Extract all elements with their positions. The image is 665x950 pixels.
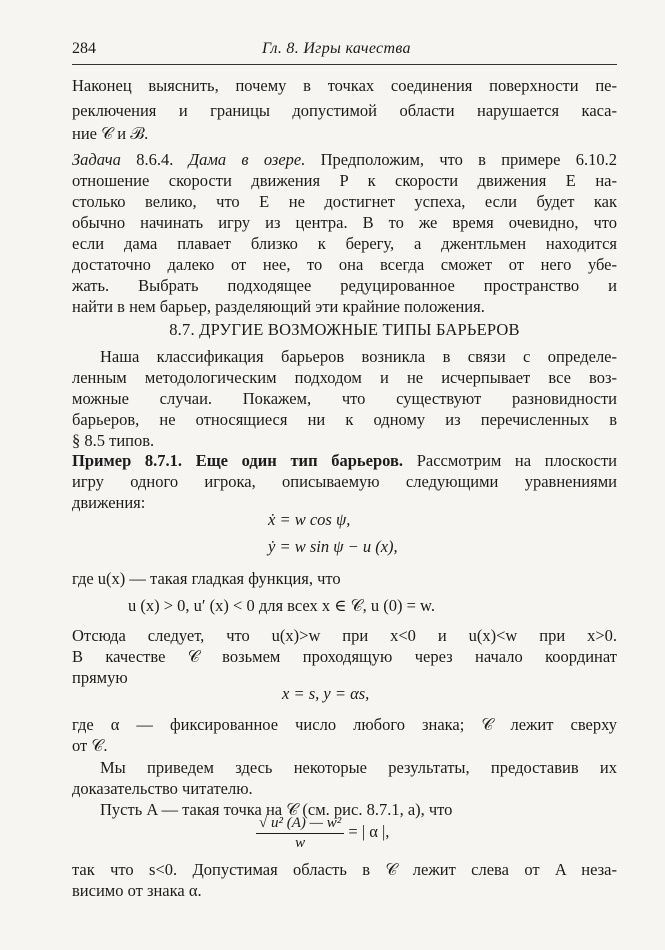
fraction-rhs: = | α |,	[348, 821, 390, 841]
example-line-1-rest: Рассмотрим на плоскости	[416, 451, 618, 470]
para1-line-2: ленным методологическим подходом и не исчерпывает все воз-	[72, 368, 617, 387]
para1-line-4: барьеров, не относящиеся ни к одному из перечисленных в	[72, 410, 617, 429]
closing-line-4: так что s<0. Допустимая область в 𝒞 лежит слева от A неза-	[72, 860, 617, 879]
task-line-1-rest: Предположим, что в примере 6.10.2	[320, 150, 617, 169]
closing-line-5: висимо от знака α.	[72, 881, 202, 900]
task-line-8: найти в нем барьер, разделяющий эти крайние положения.	[72, 297, 485, 316]
header-rule	[72, 64, 617, 65]
fraction-equation	[256, 814, 476, 854]
follows-line-3: прямую	[72, 668, 128, 687]
task-line-3: столько велико, что E не достигнет успеха, если будет как	[72, 192, 617, 211]
intro-line-2: реключения и границы допустимой области нарушается каса-	[72, 101, 617, 120]
where-line-1: где u(x) — такая гладкая функция, что	[72, 569, 341, 588]
para1-line-3: можные случаи. Покажем, что существуют разновидности	[72, 389, 617, 408]
task-line-2: отношение скорости движения P к скорости движения E на-	[72, 171, 617, 190]
fraction-numerator: √ u² (A) — w²	[256, 814, 344, 834]
example-label: Пример 8.7.1. Еще один тип барьеров.	[72, 451, 404, 470]
example-line-3: движения:	[72, 493, 146, 512]
page-number: 284	[72, 40, 96, 57]
task-label: Задача	[72, 150, 121, 169]
closing-line-1: Мы приведем здесь некоторые результаты, предоставив их	[100, 758, 617, 777]
task-line-7: жать. Выбрать подходящее редуцированное пространство и	[72, 276, 617, 295]
para1-line-1: Наша классификация барьеров возникла в связи с определе-	[100, 347, 617, 366]
fraction-denominator: w	[295, 835, 306, 851]
task-title: Дама в озере.	[188, 150, 306, 169]
task-number: 8.6.4.	[136, 150, 174, 169]
task-line-6: достаточно далеко от нее, то она всегда сможет от него убе-	[72, 255, 617, 274]
where-line-2b: от 𝒞.	[72, 736, 108, 755]
equation-1: ẋ = w cos ψ,	[268, 510, 351, 529]
intro-line-1: Наконец выяснить, почему в точках соединения поверхности пе-	[72, 76, 617, 95]
example-line-2: игру одного игрока, описываемую следующими уравнениями	[72, 472, 617, 491]
example-line-1	[72, 451, 617, 471]
equation-2: ẏ = w sin ψ − u (x),	[268, 537, 398, 556]
closing-line-2: доказательство читателю.	[72, 779, 253, 798]
task-line-4: обычно начинать игру из центра. В то же время очевидно, что	[72, 213, 617, 232]
intro-line-3: ние 𝒞 и ℬ.	[72, 124, 149, 143]
where-line-2a: где α — фиксированное число любого знака; 𝒞 лежит сверху	[72, 715, 617, 734]
equation-3: u (x) > 0, u′ (x) < 0 для всех x ∈ 𝒞, u (0) = w.	[128, 596, 435, 615]
para1-line-5: § 8.5 типов.	[72, 431, 155, 450]
section-heading: 8.7. ДРУГИЕ ВОЗМОЖНЫЕ ТИПЫ БАРЬЕРОВ	[169, 320, 520, 339]
equation-4: x = s, y = αs,	[282, 684, 370, 703]
fraction	[256, 814, 344, 852]
running-title: Гл. 8. Игры качества	[262, 40, 411, 57]
task-line-5: если дама плавает близко к берегу, а джентльмен находится	[72, 234, 617, 253]
closing-line-3: Пусть A — такая точка на 𝒞 (см. рис. 8.7.1, a), что	[100, 800, 453, 819]
follows-line-1: Отсюда следует, что u(x)>w при x<0 и u(x)<w при x>0.	[72, 626, 617, 645]
task-line-1	[72, 150, 617, 170]
running-header	[72, 40, 617, 62]
follows-line-2: В качестве 𝒞 возьмем проходящую через начало координат	[72, 647, 617, 666]
